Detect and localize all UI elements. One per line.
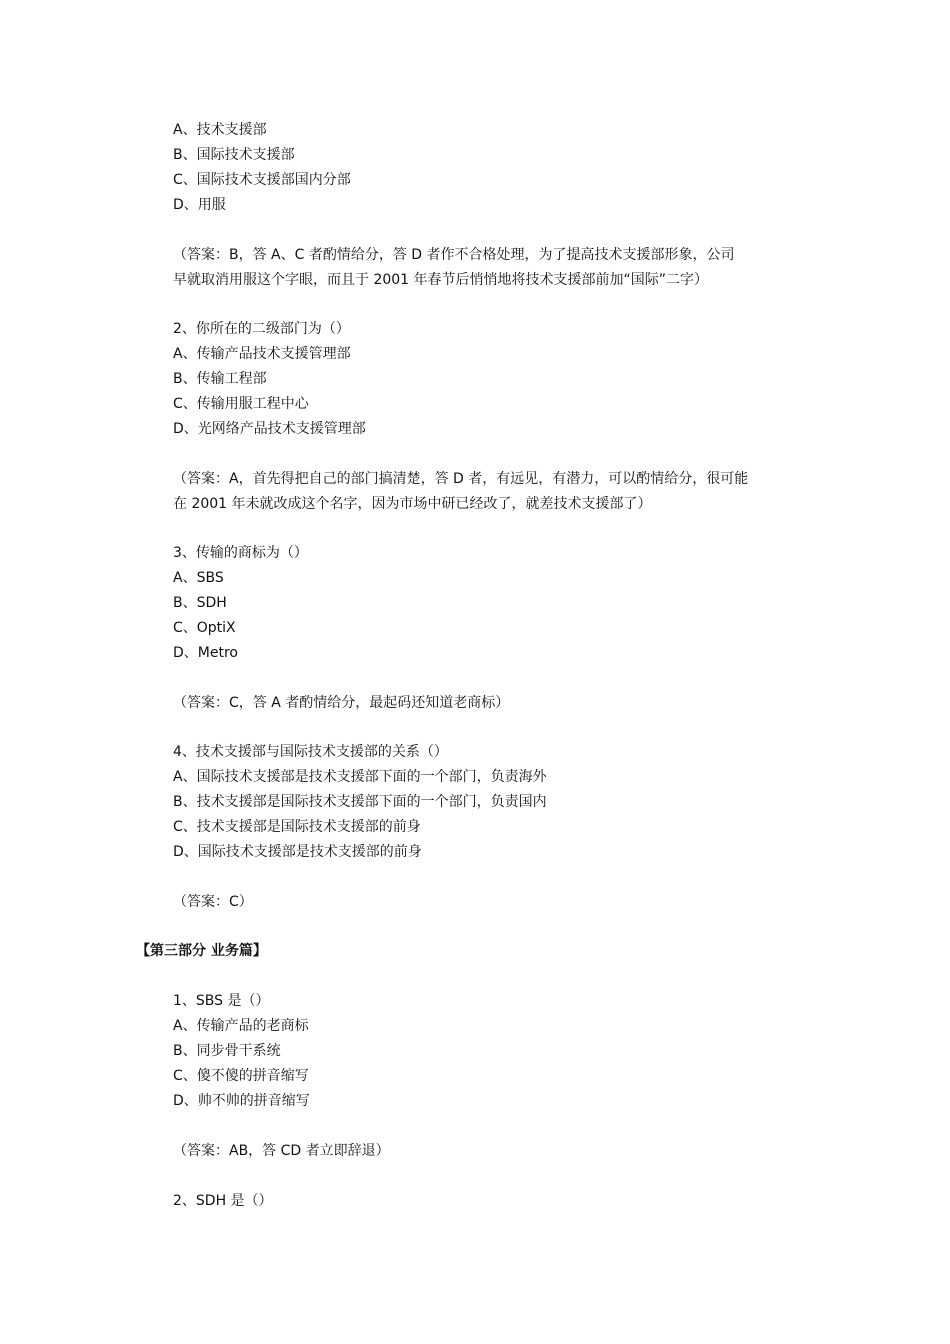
option-d: D、国际技术支援部是技术支援部的前身 xyxy=(173,844,422,860)
option-b: B、SDH xyxy=(173,595,227,611)
option-c: C、傻不傻的拼音缩写 xyxy=(173,1068,309,1084)
option-c: C、技术支援部是国际技术支援部的前身 xyxy=(173,819,421,835)
option-c: C、OptiX xyxy=(173,620,236,636)
answer-line: （答案：AB，答 CD 者立即辞退） xyxy=(173,1143,390,1159)
option-d: D、帅不帅的拼音缩写 xyxy=(173,1093,310,1109)
answer-line: （答案：C，答 A 者酌情给分，最起码还知道老商标） xyxy=(173,695,510,711)
option-b: B、技术支援部是国际技术支援部下面的一个部门，负责国内 xyxy=(173,794,547,810)
question: 4、技术支援部与国际技术支援部的关系（） xyxy=(173,744,448,760)
section-heading: 【第三部分 业务篇】 xyxy=(136,943,267,959)
option-d: D、光网络产品技术支援管理部 xyxy=(173,421,366,437)
option-a: A、SBS xyxy=(173,570,224,586)
question: 2、你所在的二级部门为（） xyxy=(173,321,350,337)
answer-line: （答案：B，答 A、C 者酌情给分，答 D 者作不合格处理，为了提高技术支援部形象，公司 xyxy=(173,247,735,263)
option-a: A、传输产品的老商标 xyxy=(173,1018,309,1034)
option-d: D、用服 xyxy=(173,197,226,213)
option-a: A、传输产品技术支援管理部 xyxy=(173,346,351,362)
answer-line: （答案：C） xyxy=(173,894,253,910)
option-b: B、同步骨干系统 xyxy=(173,1043,281,1059)
option-a: A、技术支援部 xyxy=(173,122,267,138)
option-c: C、传输用服工程中心 xyxy=(173,396,309,412)
option-c: C、国际技术支援部国内分部 xyxy=(173,172,351,188)
option-b: B、国际技术支援部 xyxy=(173,147,295,163)
answer-line: 早就取消用服这个字眼，而且于 2001 年春节后悄悄地将技术支援部前加“国际”二字） xyxy=(173,272,709,288)
option-a: A、国际技术支援部是技术支援部下面的一个部门，负责海外 xyxy=(173,769,547,785)
option-b: B、传输工程部 xyxy=(173,371,267,387)
question: 3、传输的商标为（） xyxy=(173,545,308,561)
answer-line: （答案：A，首先得把自己的部门搞清楚，答 D 者，有远见，有潜力，可以酌情给分，很可能 xyxy=(173,471,749,487)
option-d: D、Metro xyxy=(173,645,238,661)
question: 2、SDH 是（） xyxy=(173,1193,273,1209)
answer-line: 在 2001 年未就改成这个名字，因为市场中研已经改了，就差技术支援部了） xyxy=(173,496,652,512)
question: 1、SBS 是（） xyxy=(173,993,270,1009)
